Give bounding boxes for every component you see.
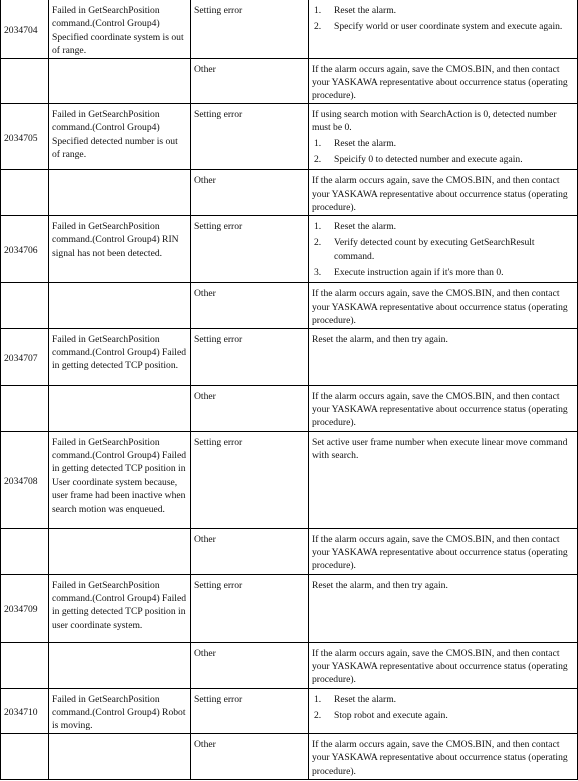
cause-other: Other [191, 733, 309, 779]
cause-setting-error: Setting error [191, 103, 309, 170]
empty-cell [1, 58, 49, 103]
remedy-step [312, 137, 574, 150]
remedy-setting-error [309, 688, 578, 733]
alarm-row-other [1, 283, 578, 328]
step-number: 1. [314, 220, 322, 232]
remedy-step [312, 709, 574, 722]
alarm-row [1, 0, 578, 58]
remedy-other: If the alarm occurs again, save the CMOS.BIN, and then contact your YASKAWA representative about occurrence status (operating procedure). [309, 733, 578, 779]
cause-setting-error: Setting error [191, 574, 309, 642]
empty-cell [1, 170, 49, 215]
step-number: 2. [314, 709, 322, 721]
remedy-step [312, 153, 574, 166]
step-number: 2. [314, 21, 322, 33]
empty-cell [1, 283, 49, 328]
empty-cell [49, 385, 191, 431]
empty-cell [49, 733, 191, 779]
remedy-steps [312, 4, 574, 34]
cause-other: Other [191, 385, 309, 431]
remedy-other: If the alarm occurs again, save the CMOS.BIN, and then contact your YASKAWA representative about occurrence status (operating procedure). [309, 642, 578, 688]
empty-cell [1, 733, 49, 779]
remedy-steps [312, 693, 574, 723]
remedy-step [312, 693, 574, 706]
empty-cell [49, 283, 191, 328]
alarm-description: Failed in GetSearchPosition command.(Control Group4) Specified coordinate system is out of range. [49, 0, 191, 58]
step-number: 2. [314, 237, 322, 249]
remedy-step [312, 266, 574, 279]
alarm-row [1, 688, 578, 733]
remedy-text: Set active user frame number when execute linear move command with search. [312, 436, 568, 461]
remedy-setting-error [309, 215, 578, 283]
alarm-code: 2034708 [1, 431, 49, 528]
alarm-row-other [1, 170, 578, 215]
cause-setting-error: Setting error [191, 0, 309, 58]
alarm-row [1, 103, 578, 170]
remedy-setting-error [309, 328, 578, 385]
alarm-row [1, 574, 578, 642]
remedy-text: Reset the alarm, and then try again. [312, 333, 448, 345]
alarm-row [1, 431, 578, 528]
alarm-code: 2034706 [1, 215, 49, 283]
alarm-code: 2034710 [1, 688, 49, 733]
step-number: 1. [314, 137, 322, 149]
empty-cell [49, 170, 191, 215]
step-text: Verify detected count by executing GetSearchResult command. [334, 237, 535, 262]
remedy-step [312, 236, 574, 263]
remedy-setting-error [309, 103, 578, 170]
step-text: Specify world or user coordinate system and execute again. [334, 21, 563, 33]
cause-setting-error: Setting error [191, 215, 309, 283]
empty-cell [49, 528, 191, 574]
alarm-description: Failed in GetSearchPosition command.(Control Group4) Failed in getting detected TCP position. [49, 328, 191, 385]
empty-cell [1, 642, 49, 688]
remedy-text: Reset the alarm, and then try again. [312, 579, 448, 591]
step-text: Reset the alarm. [334, 5, 397, 16]
alarm-row [1, 328, 578, 385]
remedy-step [312, 20, 574, 33]
step-text: Reset the alarm. [334, 693, 397, 705]
step-number: 3. [314, 266, 322, 278]
alarm-code: 2034704 [1, 0, 49, 58]
alarm-row-other [1, 385, 578, 431]
step-text: Stop robot and execute again. [334, 709, 448, 721]
remedy-step [312, 4, 574, 17]
remedy-other: If the alarm occurs again, save the CMOS.BIN, and then contact your YASKAWA representative about occurrence status (operating procedure). [309, 283, 578, 328]
alarm-code: 2034709 [1, 574, 49, 642]
remedy-text: If using search motion with SearchAction is 0, detected number must be 0. [312, 108, 557, 134]
cause-other: Other [191, 58, 309, 103]
alarm-row-other [1, 528, 578, 574]
alarm-row-other [1, 733, 578, 779]
cause-setting-error: Setting error [191, 688, 309, 733]
remedy-steps [312, 220, 574, 280]
remedy-setting-error [309, 574, 578, 642]
alarm-description: Failed in GetSearchPosition command.(Control Group4) Robot is moving. [49, 688, 191, 733]
remedy-setting-error [309, 431, 578, 528]
cause-other: Other [191, 528, 309, 574]
cause-setting-error: Setting error [191, 431, 309, 528]
empty-cell [1, 385, 49, 431]
alarm-description: Failed in GetSearchPosition command.(Control Group4) RIN signal has not been detected. [49, 215, 191, 283]
step-number: 1. [314, 5, 322, 16]
alarm-code: 2034705 [1, 103, 49, 170]
remedy-other: If the alarm occurs again, save the CMOS.BIN, and then contact your YASKAWA representative about occurrence status (operating procedure). [309, 58, 578, 103]
alarm-description: Failed in GetSearchPosition command.(Control Group4) Failed in getting detected TCP position in User coordinate system because, user frame had been inactive when search motion was enqueued. [49, 431, 191, 528]
empty-cell [49, 58, 191, 103]
step-text: Reset the alarm. [334, 220, 397, 232]
alarm-row-other [1, 642, 578, 688]
remedy-setting-error [309, 0, 578, 58]
alarm-description: Failed in GetSearchPosition command.(Control Group4) Failed in getting detected TCP position in user coordinate system. [49, 574, 191, 642]
cause-other: Other [191, 283, 309, 328]
remedy-other: If the alarm occurs again, save the CMOS.BIN, and then contact your YASKAWA representative about occurrence status (operating procedure). [309, 170, 578, 215]
alarm-table-body [1, 0, 578, 779]
empty-cell [1, 528, 49, 574]
cause-setting-error: Setting error [191, 328, 309, 385]
step-text: Execute instruction again if it's more than 0. [334, 266, 504, 278]
step-number: 2. [314, 154, 322, 166]
empty-cell [49, 642, 191, 688]
remedy-steps [312, 137, 574, 167]
step-text: Speicify 0 to detected number and execute again. [334, 154, 523, 166]
remedy-step [312, 220, 574, 233]
alarm-code: 2034707 [1, 328, 49, 385]
remedy-other: If the alarm occurs again, save the CMOS.BIN, and then contact your YASKAWA representative about occurrence status (operating procedure). [309, 528, 578, 574]
cause-other: Other [191, 170, 309, 215]
alarm-description: Failed in GetSearchPosition command.(Control Group4) Specified detected number is out of range. [49, 103, 191, 170]
alarm-row-other [1, 58, 578, 103]
alarm-row [1, 215, 578, 283]
remedy-other: If the alarm occurs again, save the CMOS.BIN, and then contact your YASKAWA representative about occurrence status (operating procedure). [309, 385, 578, 431]
step-text: Reset the alarm. [334, 137, 397, 149]
step-number: 1. [314, 693, 322, 705]
cause-other: Other [191, 642, 309, 688]
